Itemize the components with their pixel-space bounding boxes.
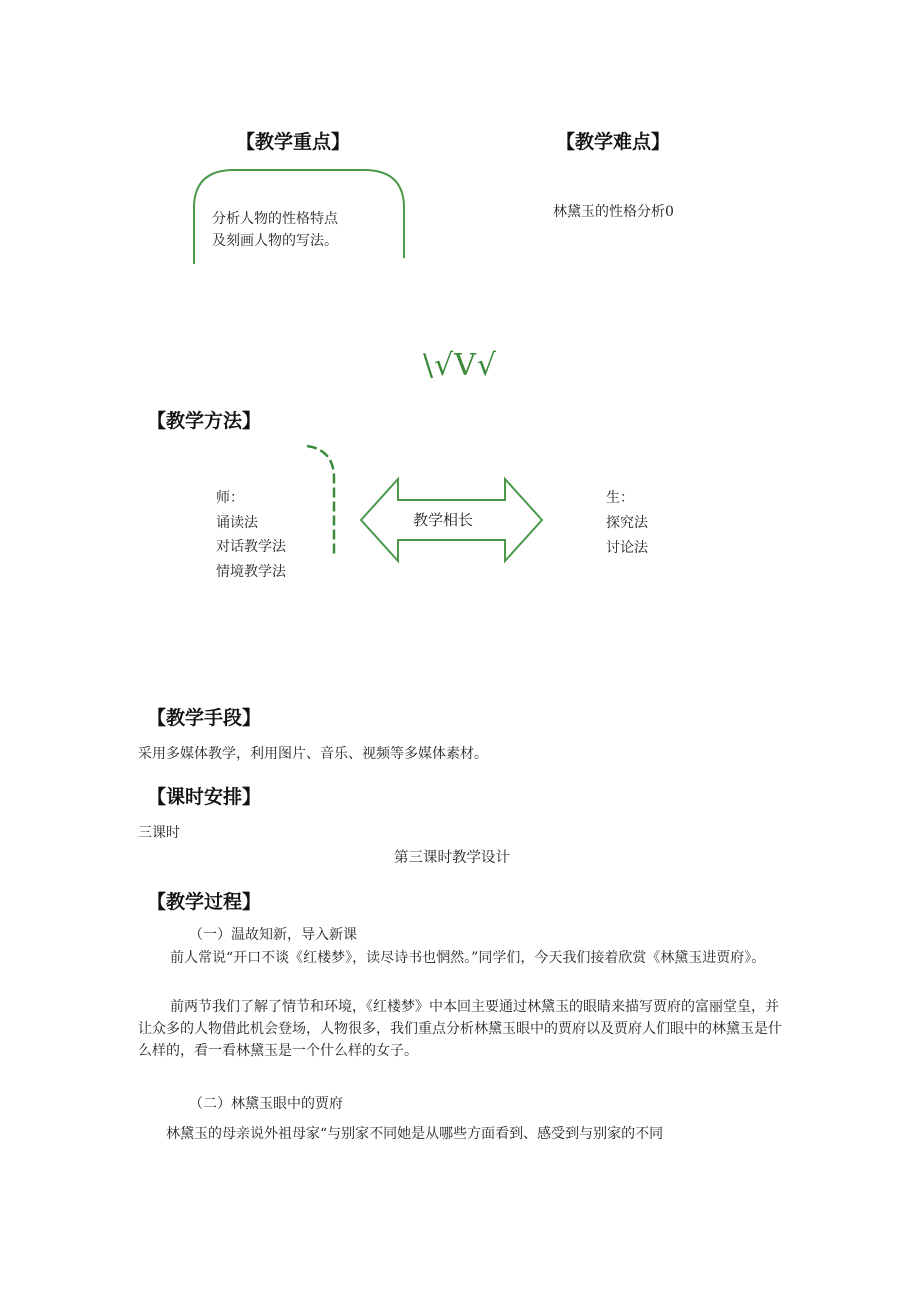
- focus-line-1: 分析人物的性格特点: [212, 211, 338, 227]
- dashed-curve: [307, 446, 334, 554]
- student-label: 生：: [606, 490, 634, 506]
- student-method-1: 探究法: [606, 515, 648, 531]
- teacher-method-2: 对话教学法: [216, 539, 286, 555]
- arrow-label: 教学相长: [413, 511, 474, 529]
- schedule-text: 三课时: [138, 825, 180, 841]
- divider-mark: \√V√: [423, 348, 498, 383]
- teacher-method-1: 诵读法: [216, 514, 258, 531]
- difficulty-text: 林黛玉的性格分析0: [553, 204, 674, 220]
- teacher-method-3: 情境教学法: [216, 563, 286, 580]
- design-title: 第三课时教学设计: [394, 850, 510, 866]
- step1-title: （一）温故知新，导入新课: [189, 927, 357, 943]
- teacher-methods: [216, 486, 286, 584]
- methods-heading: 【教学方法】: [147, 410, 262, 432]
- paragraph-1: 前人常说“开口不谈《红楼梦》，读尽诗书也惘然。”同学们，今天我们接着欣赏《林黛玉进贾府》。: [170, 950, 766, 966]
- means-text: 采用多媒体教学，利用图片、音乐、视频等多媒体素材。: [138, 746, 488, 762]
- difficulty-heading: 【教学难点】: [556, 131, 671, 153]
- schedule-heading: 【课时安排】: [147, 786, 262, 808]
- paragraph-2: 前两节我们了解了情节和环境，《红楼梦》中本回主要通过林黛玉的眼睛来描写贾府的富丽堂皇，并让众多的人物借此机会登场，人物很多，我们重点分析林黛玉眼中的贾府以及贾府人们眼中的林黛玉是什么样的，看一看林黛玉是一个什么样的女子。: [138, 999, 782, 1059]
- focus-line-2: 及刻画人物的写法。: [212, 233, 338, 249]
- means-heading: 【教学手段】: [147, 707, 262, 729]
- step2-title: （二）林黛玉眼中的贾府: [189, 1096, 343, 1112]
- teacher-label: 师：: [216, 490, 244, 506]
- student-methods: [606, 486, 648, 561]
- student-method-2: 讨论法: [606, 540, 648, 556]
- paragraph-3: 林黛玉的母亲说外祖母家“与别家不同她是从哪些方面看到、感受到与别家的不同: [166, 1126, 664, 1142]
- focus-heading: 【教学重点】: [236, 131, 351, 153]
- process-heading: 【教学过程】: [147, 891, 262, 913]
